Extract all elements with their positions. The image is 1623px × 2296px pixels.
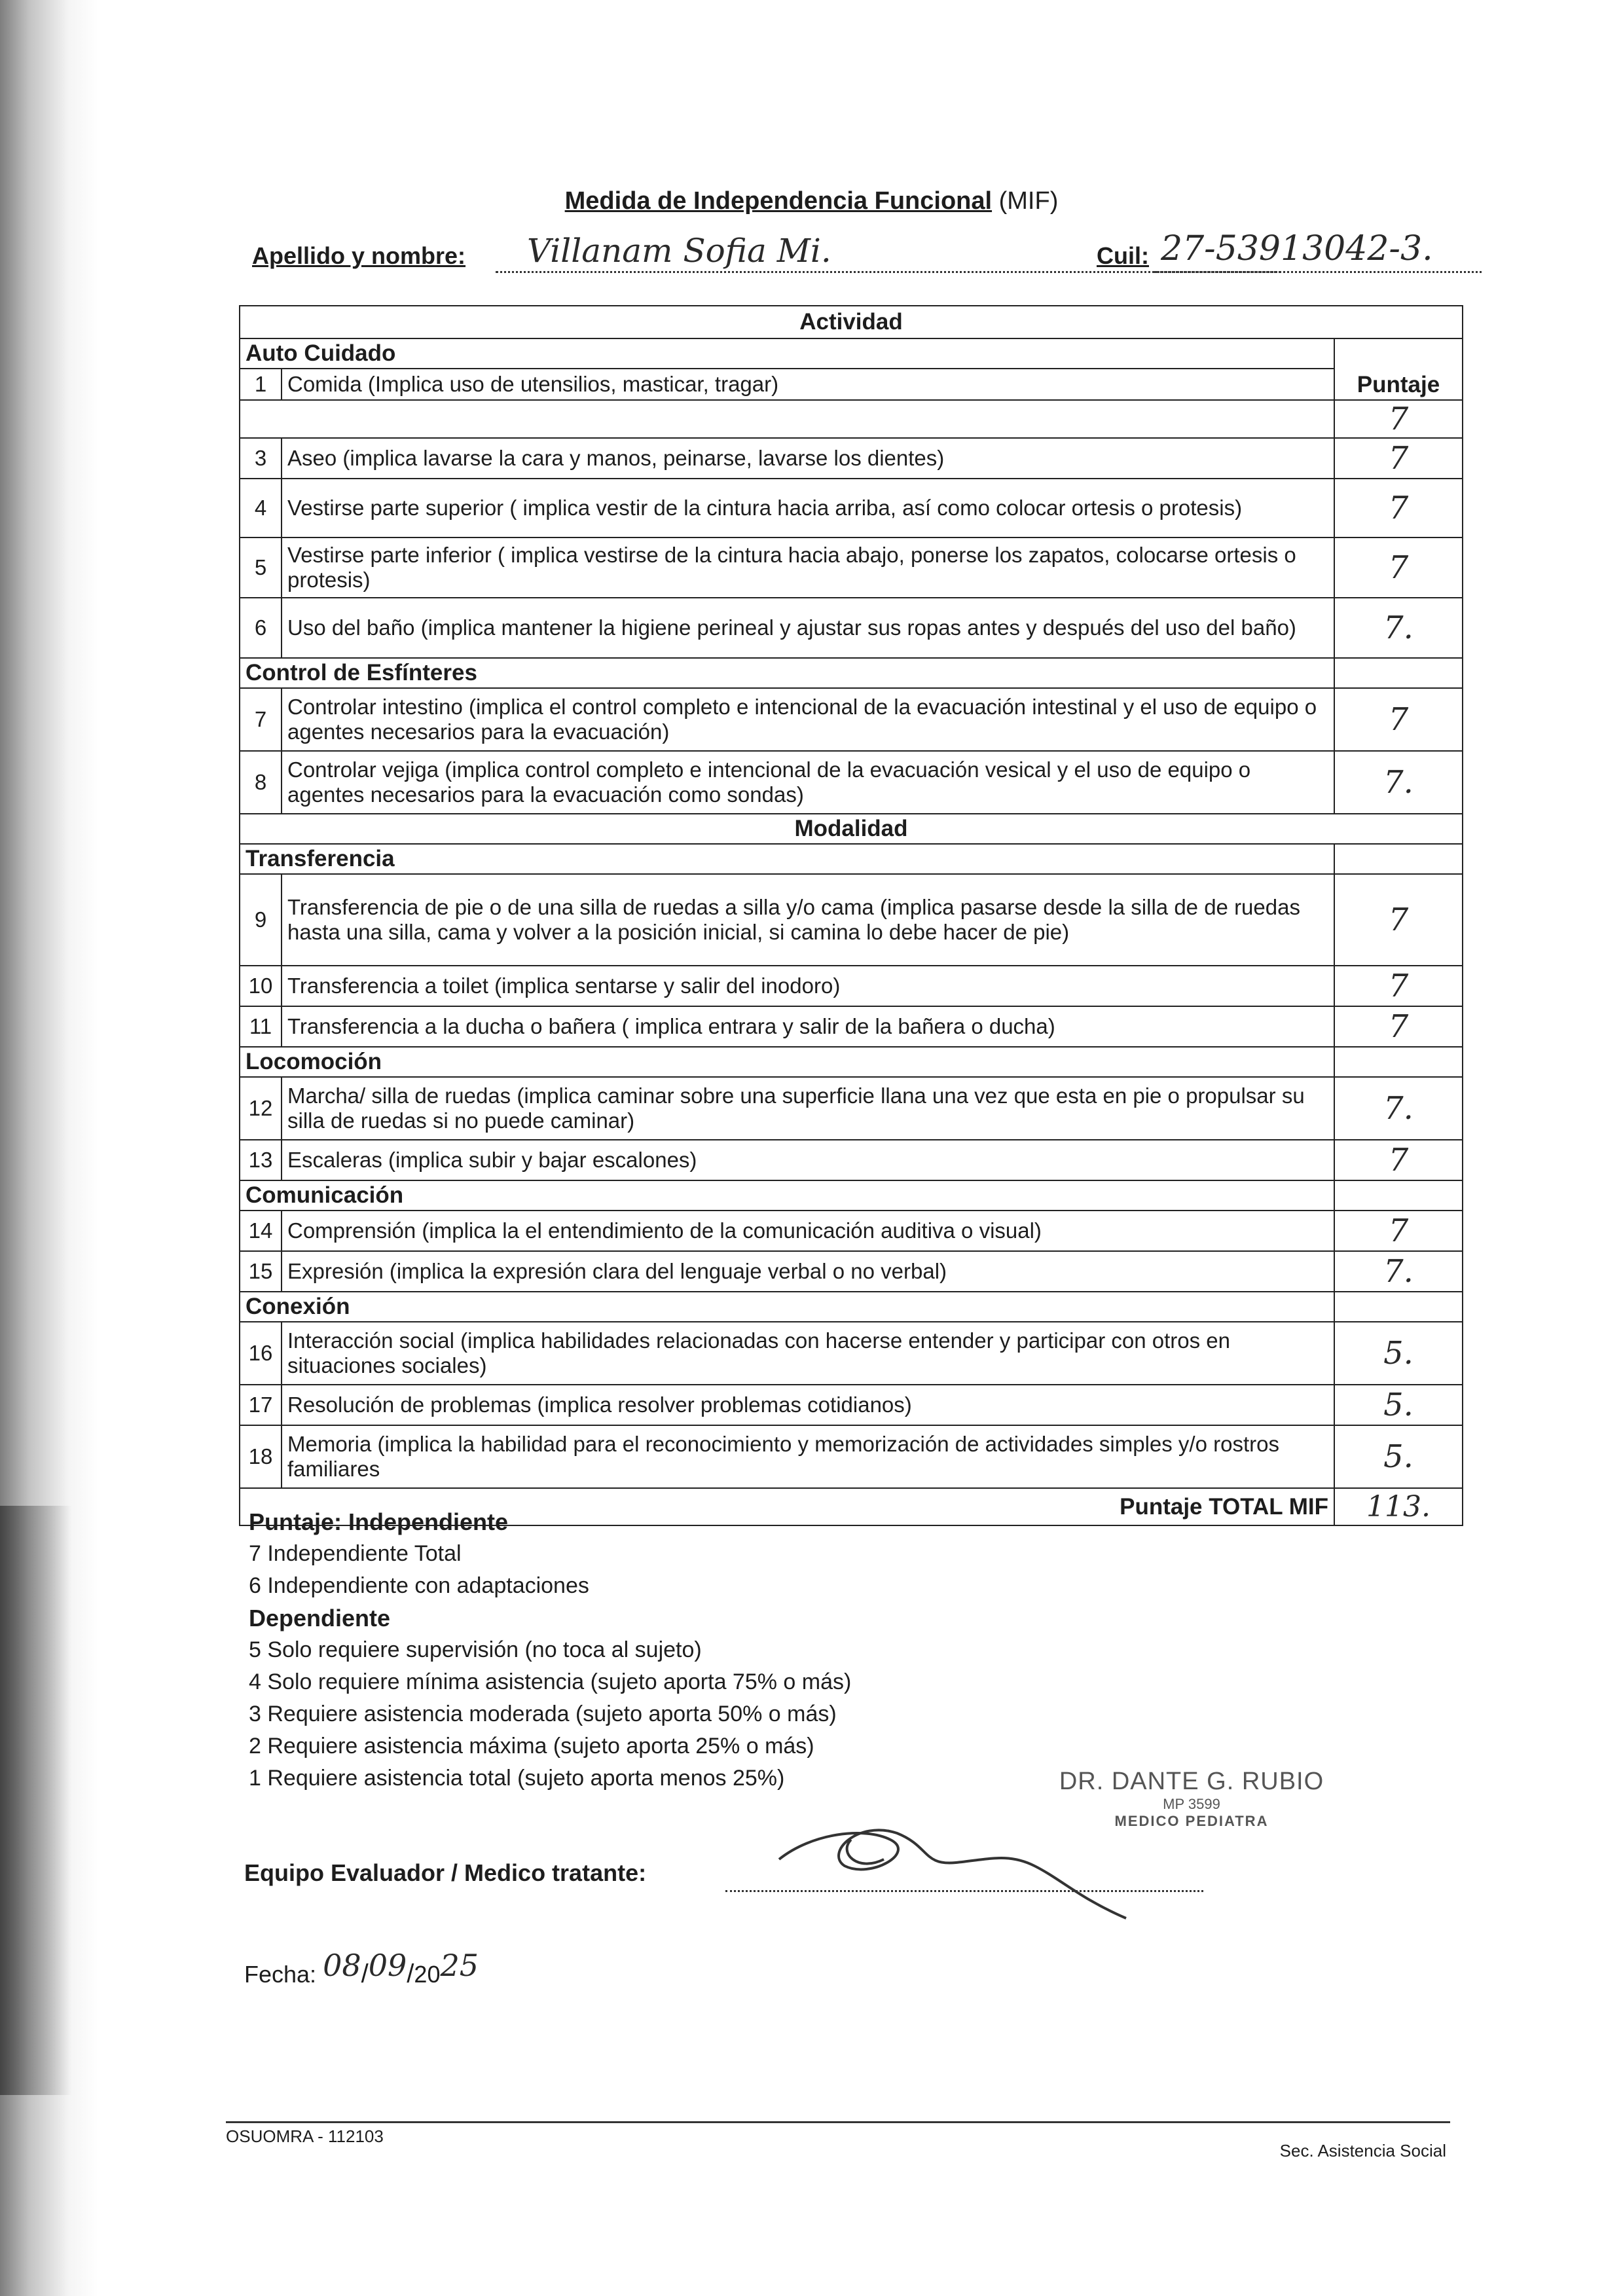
- row-activity: Interacción social (implica habilidades relacionadas con hacerse entender y participar con otros en situaciones sociales): [282, 1322, 1334, 1385]
- name-value: Villanam Sofia Mi.: [527, 232, 831, 270]
- total-value: 113.: [1334, 1488, 1463, 1525]
- row-number: 7: [240, 688, 282, 751]
- row-activity: Vestirse parte superior ( implica vestir de la cintura hacia arriba, así como colocar ortesis o protesis): [282, 479, 1334, 538]
- legend-item: 1 Requiere asistencia total (sujeto aporta menos 25%): [249, 1766, 785, 1791]
- table-row: [240, 438, 1463, 479]
- table-row: [240, 1425, 1463, 1488]
- section-control-esfinteres: Control de Esfínteres: [240, 658, 1334, 688]
- document-title: [0, 187, 1623, 215]
- row-activity: Controlar intestino (implica el control completo e intencional de la evacuación intestinal y el uso de equipo o agentes necesarios para la evacuación): [282, 688, 1334, 751]
- legend-item: 7 Independiente Total: [249, 1541, 462, 1566]
- row-number: 15: [240, 1251, 282, 1292]
- table-row: [240, 369, 1463, 400]
- scan-shadow-lower: [0, 1506, 72, 2095]
- table-row: [240, 688, 1463, 751]
- puntaje-header: Puntaje: [1334, 338, 1463, 400]
- cuil-label: Cuil:: [1097, 242, 1149, 269]
- date-label: Fecha:: [244, 1961, 317, 1988]
- row-number: 5: [240, 538, 282, 598]
- row-number: 13: [240, 1140, 282, 1180]
- row-activity: Transferencia de pie o de una silla de ruedas a silla y/o cama (implica pasarse desde la silla de de ruedas hasta una silla, cama y volver a la posición inicial, si camina lo debe hacer de pie): [282, 874, 1334, 966]
- row-number: 12: [240, 1077, 282, 1140]
- table-row: [240, 1077, 1463, 1140]
- section-conexion: Conexión: [240, 1292, 1334, 1322]
- section-transferencia: Transferencia: [240, 844, 1334, 874]
- legend-dependiente-title: Dependiente: [249, 1605, 391, 1631]
- stamp-name: DR. DANTE G. RUBIO: [1059, 1768, 1324, 1795]
- signature-icon: [773, 1813, 1139, 1931]
- date-month: 09: [368, 1948, 407, 1983]
- row-activity: Transferencia a la ducha o bañera ( implica entrara y salir de la bañera o ducha): [282, 1006, 1334, 1047]
- legend-item: 6 Independiente con adaptaciones: [249, 1573, 589, 1598]
- row-activity: Resolución de problemas (implica resolver problemas cotidianos): [282, 1385, 1334, 1425]
- date-year-suffix: 25: [440, 1948, 479, 1983]
- name-label: Apellido y nombre:: [252, 242, 466, 269]
- table-row: [240, 598, 1463, 658]
- score-legend: [249, 1506, 851, 1795]
- table-row: [240, 966, 1463, 1006]
- row-score: 5.: [1334, 1385, 1463, 1425]
- legend-item: 5 Solo requiere supervisión (no toca al sujeto): [249, 1637, 702, 1662]
- date-year-prefix: 20: [414, 1961, 441, 1988]
- row-score: 7: [1334, 1211, 1463, 1251]
- row-score: 7: [1334, 538, 1463, 598]
- mif-table: [239, 305, 1463, 1526]
- table-row: [240, 1251, 1463, 1292]
- legend-item: 3 Requiere asistencia moderada (sujeto aporta 50% o más): [249, 1702, 837, 1726]
- row-number: 1: [240, 369, 282, 400]
- total-label: Puntaje TOTAL MIF: [240, 1488, 1334, 1525]
- row-number: 18: [240, 1425, 282, 1488]
- section-row: [240, 1180, 1463, 1211]
- row-score: 7: [1334, 479, 1463, 538]
- table-row: [240, 1385, 1463, 1425]
- section-row: [240, 844, 1463, 874]
- section-locomocion: Locomoción: [240, 1047, 1334, 1077]
- table-row: [240, 874, 1463, 966]
- row-activity: Controlar vejiga (implica control completo e intencional de la evacuación vesical y el uso de equipo o agentes necesarios para la evacuación como sondas): [282, 751, 1334, 814]
- row-activity: Expresión (implica la expresión clara del lenguaje verbal o no verbal): [282, 1251, 1334, 1292]
- row-activity: Transferencia a toilet (implica sentarse y salir del inodoro): [282, 966, 1334, 1006]
- row-activity: Memoria (implica la habilidad para el reconocimiento y memorización de actividades simples y/o rostros familiares: [282, 1425, 1334, 1488]
- row-activity: Escaleras (implica subir y bajar escalones): [282, 1140, 1334, 1180]
- table-row: [240, 538, 1463, 598]
- table-row: [240, 479, 1463, 538]
- modalidad-header: Modalidad: [240, 814, 1463, 844]
- row-number: 4: [240, 479, 282, 538]
- table-row: [240, 1006, 1463, 1047]
- row-number: 9: [240, 874, 282, 966]
- header-row: [240, 814, 1463, 844]
- cuil-value: 27-53913042-3.: [1161, 229, 1433, 268]
- row-score: 7.: [1334, 1251, 1463, 1292]
- row-number: 11: [240, 1006, 282, 1047]
- row-activity: Aseo (implica lavarse la cara y manos, peinarse, lavarse los dientes): [282, 438, 1334, 479]
- patient-row: [252, 229, 1483, 276]
- section-row: [240, 1292, 1463, 1322]
- date-row: Fecha: 08/09/2025: [244, 1948, 479, 1988]
- date-day: 08: [323, 1948, 361, 1983]
- table-row: [240, 751, 1463, 814]
- row-activity: Vestirse parte inferior ( implica vestirse de la cintura hacia abajo, ponerse los zapatos, colocarse ortesis o protesis): [282, 538, 1334, 598]
- section-row: [240, 338, 1463, 369]
- section-row: [240, 1047, 1463, 1077]
- footer-code: OSUOMRA - 112103: [226, 2126, 384, 2146]
- row-score: 7: [1334, 1006, 1463, 1047]
- row-score: 7.: [1334, 598, 1463, 658]
- row-activity: Uso del baño (implica mantener la higiene perineal y ajustar sus ropas antes y después del uso del baño): [282, 598, 1334, 658]
- row-number: 16: [240, 1322, 282, 1385]
- table-row: [240, 1322, 1463, 1385]
- evaluator-row: [244, 1859, 646, 1887]
- title-suffix: (MIF): [998, 187, 1059, 215]
- row-score: 7: [1334, 1140, 1463, 1180]
- cuil-dotted-line: [1154, 270, 1482, 273]
- row-activity: Comprensión (implica la el entendimiento de la comunicación auditiva o visual): [282, 1211, 1334, 1251]
- row-score: 7: [1334, 966, 1463, 1006]
- footer-divider: [226, 2121, 1450, 2123]
- section-auto-cuidado: Auto Cuidado: [240, 338, 1334, 369]
- row-score: 5.: [1334, 1322, 1463, 1385]
- legend-item: 4 Solo requiere mínima asistencia (sujeto aporta 75% o más): [249, 1669, 852, 1694]
- header-row: [240, 306, 1463, 338]
- legend-item: 2 Requiere asistencia máxima (sujeto aporta 25% o más): [249, 1734, 814, 1758]
- row-number: 8: [240, 751, 282, 814]
- row-activity: Comida (Implica uso de utensilios, masticar, tragar): [282, 369, 1334, 400]
- row-score: 7: [1334, 874, 1463, 966]
- legend-independiente-title: Puntaje: Independiente: [249, 1508, 509, 1535]
- row-score: 7.: [1334, 751, 1463, 814]
- row-number: 17: [240, 1385, 282, 1425]
- table-row: [240, 1211, 1463, 1251]
- row-number: 14: [240, 1211, 282, 1251]
- row-number: 6: [240, 598, 282, 658]
- row-number: 10: [240, 966, 282, 1006]
- stamp-mp: MP 3599: [1163, 1796, 1220, 1812]
- row-score: 5.: [1334, 1425, 1463, 1488]
- footer-department: Sec. Asistencia Social: [1279, 2141, 1446, 2160]
- evaluator-dotted-line: [725, 1889, 1203, 1892]
- row-score: 7: [1334, 400, 1463, 438]
- evaluator-label: Equipo Evaluador / Medico tratante:: [244, 1859, 647, 1886]
- row-activity: Marcha/ silla de ruedas (implica caminar sobre una superficie llana una vez que esta en pie o propulsar su silla de ruedas si no puede caminar): [282, 1077, 1334, 1140]
- stamp-specialty: MEDICO PEDIATRA: [1114, 1813, 1269, 1829]
- section-row: [240, 658, 1463, 688]
- section-comunicacion: Comunicación: [240, 1180, 1334, 1211]
- table-row: [240, 1140, 1463, 1180]
- row-score: 7: [1334, 438, 1463, 479]
- title-text: Medida de Independencia Funcional: [564, 187, 993, 215]
- row-score: 7: [1334, 688, 1463, 751]
- row-score: 7.: [1334, 1077, 1463, 1140]
- row-number: 3: [240, 438, 282, 479]
- actividad-header: Actividad: [240, 306, 1463, 338]
- score-only-row: [240, 400, 1463, 438]
